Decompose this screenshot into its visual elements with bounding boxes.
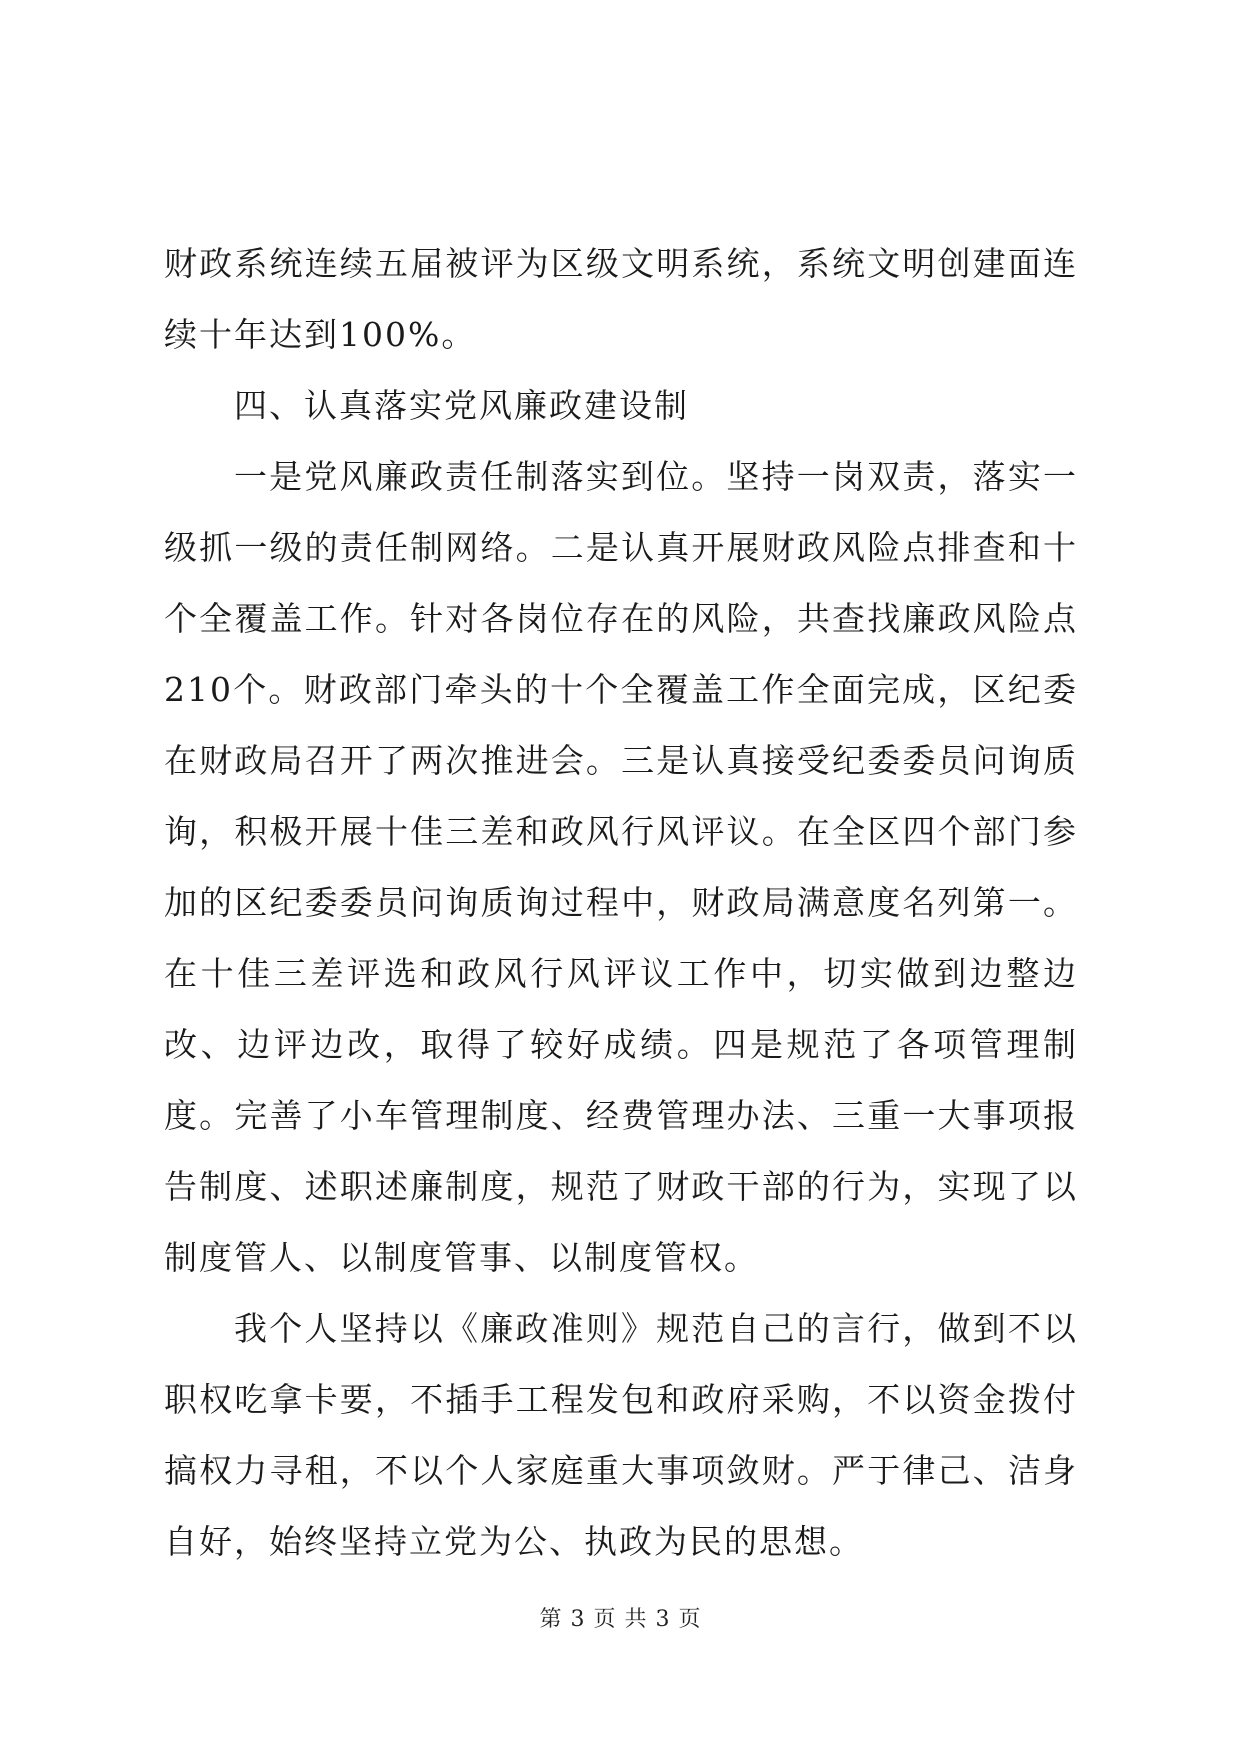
page-footer: 第 3 页 共 3 页 xyxy=(539,1607,702,1632)
document-body xyxy=(164,228,1078,1577)
section-heading: 四、认真落实党风廉政建设制 xyxy=(234,386,689,425)
paragraph-continuation: 财政系统连续五届被评为区级文明系统，系统文明创建面连续十年达到100%。 xyxy=(164,244,1078,354)
paragraph-personal: 我个人坚持以《廉政准则》规范自己的言行，做到不以职权吃拿卡要，不插手工程发包和政府采购，不以资金拨付搞权力寻租，不以个人家庭重大事项敛财。严于律己、洁身自好，始终坚持立党为公、执政为民的思想。 xyxy=(164,1309,1078,1561)
paragraph-responsibility: 一是党风廉政责任制落实到位。坚持一岗双责，落实一级抓一级的责任制网络。二是认真开展财政风险点排查和十个全覆盖工作。针对各岗位存在的风险，共查找廉政风险点210个。财政部门牵头的十个全覆盖工作全面完成，区纪委在财政局召开了两次推进会。三是认真接受纪委委员问询质询，积极开展十佳三差和政风行风评议。在全区四个部门参加的区纪委委员问询质询过程中，财政局满意度名列第一。在十佳三差评选和政风行风评议工作中，切实做到边整边改、边评边改，取得了较好成绩。四是规范了各项管理制度。完善了小车管理制度、经费管理办法、三重一大事项报告制度、述职述廉制度，规范了财政干部的行为，实现了以制度管人、以制度管事、以制度管权。 xyxy=(164,457,1078,1277)
